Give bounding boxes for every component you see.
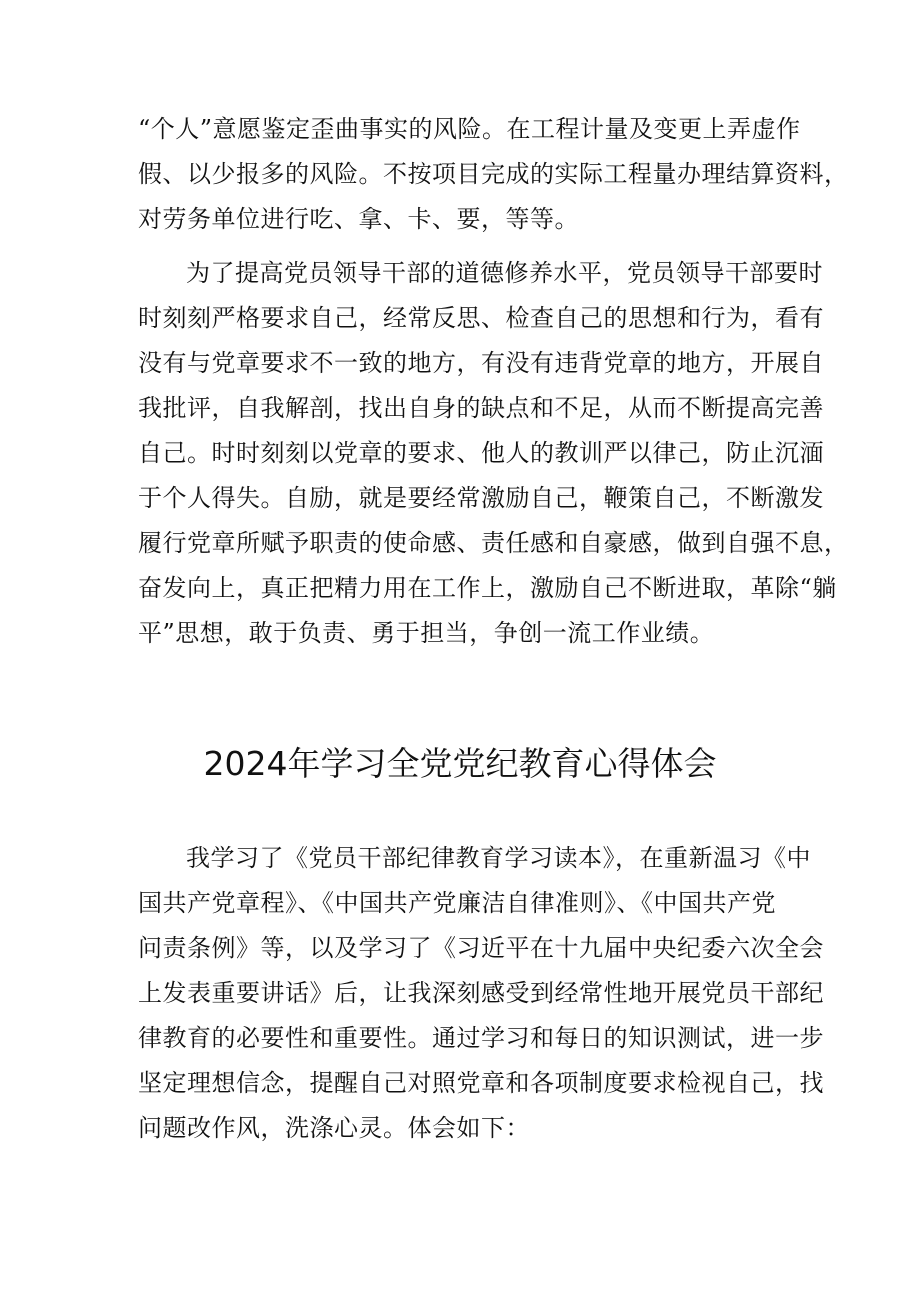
text-line: 对劳务单位进行吃、拿、卡、要，等等。: [138, 205, 579, 233]
text-line: 时刻刻严格要求自己，经常反思、检查自己的思想和行为，看有: [138, 304, 824, 332]
text-line: 坚定理想信念，提醒自己对照党章和各项制度要求检视自己，找: [138, 1069, 824, 1097]
paragraph-1: [138, 107, 849, 242]
text-line: 问责条例》等，以及学习了《习近平在十九届中央纪委六次全会: [138, 934, 824, 962]
text-line: “个人”意愿鉴定歪曲事实的风险。在工程计量及变更上弄虚作: [138, 115, 801, 143]
text-line: 我学习了《党员干部纪律教育学习读本》，在重新温习《中: [186, 844, 811, 872]
text-line: 履行党章所赋予职责的使命感、责任感和自豪感，做到自强不息，: [138, 529, 849, 557]
text-line: 上发表重要讲话》后，让我深刻感受到经常性地开展党员干部纪: [138, 979, 824, 1007]
text-line: 为了提高党员领导干部的道德修养水平，党员领导干部要时: [186, 259, 823, 287]
text-line: 平”思想，敢于负责、勇于担当，争创一流工作业绩。: [138, 619, 715, 647]
text-line: 国共产党章程》、《中国共产党廉洁自律准则》、《中国共产党: [138, 889, 776, 917]
paragraph-2: [138, 251, 849, 656]
text-line: 自己。时时刻刻以党章的要求、他人的教训严以律己，防止沉湎: [138, 439, 824, 467]
text-line: 奋发向上，真正把精力用在工作上，激励自己不断进取，革除“躺: [138, 574, 837, 602]
text-line: 律教育的必要性和重要性。通过学习和每日的知识测试，进一步: [138, 1024, 824, 1052]
text-line: 我批评，自我解剖，找出自身的缺点和不足，从而不断提高完善: [138, 394, 824, 422]
paragraph-3: [138, 836, 824, 1151]
text-line: 假、以少报多的风险。不按项目完成的实际工程量办理结算资料，: [138, 160, 849, 188]
text-line: 问题改作风，洗涤心灵。体会如下：: [138, 1114, 530, 1142]
text-line: 没有与党章要求不一致的地方，有没有违背党章的地方，开展自: [138, 349, 824, 377]
text-line: 于个人得失。自励，就是要经常激励自己，鞭策自己，不断激发: [138, 484, 824, 512]
document-title: 2024年学习全党党纪教育心得体会: [203, 744, 717, 783]
